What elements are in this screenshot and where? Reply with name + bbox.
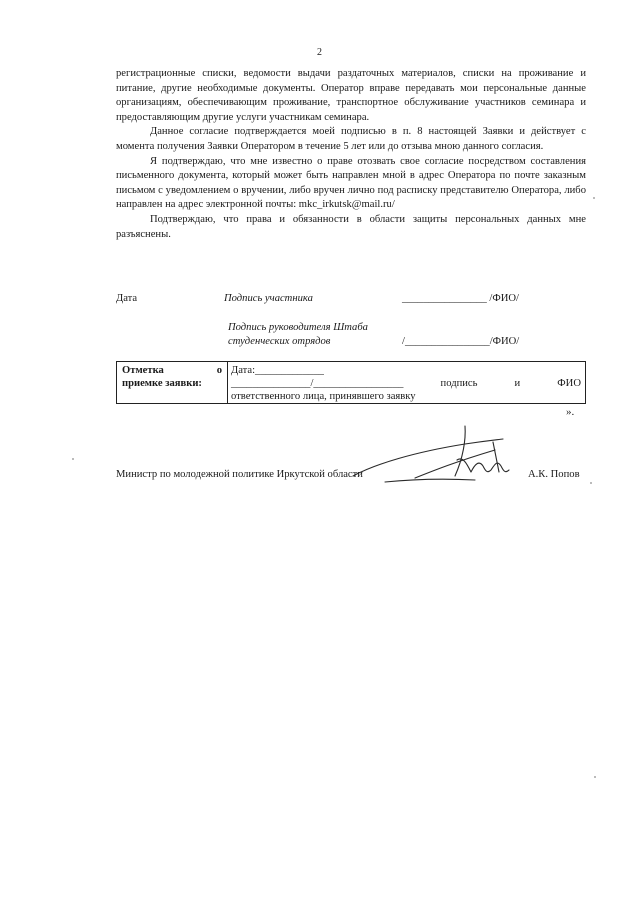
head-signature-label-line1: Подпись руководителя Штаба (228, 322, 368, 333)
head-signature-line: /________________/ФИО/ (402, 336, 520, 347)
paragraph-rights-explained: Подтверждаю, что права и обязанности в области защиты персональных данных мне разъяснены. (116, 213, 586, 240)
minister-name: А.К. Попов (528, 469, 580, 480)
minister-title: Министр по молодежной политике Иркутской области (116, 469, 363, 480)
acceptance-label-word1: Отметка (122, 365, 164, 376)
scan-speck (590, 482, 592, 484)
consent-text (116, 67, 586, 242)
page-number: 2 (317, 47, 322, 58)
handwritten-signature (345, 420, 525, 490)
acceptance-fields-cell (231, 364, 581, 403)
acceptance-fio-word: ФИО (557, 378, 581, 389)
paragraph-consent-validity: Данное согласие подтверждается моей подписью в п. 8 настоящей Заявки и действует с момента получения Заявки Оператором в течение 5 лет или до отзыва мною данного согласия. (116, 126, 586, 152)
paragraph-continuation: регистрационные списки, ведомости выдачи раздаточных материалов, списки на проживание и питание, другие необходимые документы. Оператор вправе передавать мои персональные данные организациям, обеспечивающим проживание, транспортное обслуживание участников семинара и предоставляющим другие услуги участникам семинара. (116, 68, 586, 123)
acceptance-label-cell (117, 362, 228, 403)
scan-speck (72, 458, 74, 460)
acceptance-and-word: и (514, 378, 521, 389)
scan-speck (594, 776, 596, 778)
acceptance-responsible-line: ответственного лица, принявшего заявку (231, 391, 416, 402)
acceptance-date-line: Дата:_____________ (231, 365, 324, 376)
participant-signature-label: Подпись участника (224, 293, 313, 304)
acceptance-signature-word: подпись (440, 378, 478, 389)
closing-quote: ». (566, 406, 575, 418)
acceptance-mark-table (116, 361, 586, 404)
acceptance-label-line2: приемке заявки: (122, 378, 202, 389)
acceptance-signature-row (231, 377, 581, 390)
scan-speck (593, 197, 595, 199)
date-label: Дата (116, 293, 138, 304)
acceptance-signature-blank: _______________/_________________ (231, 378, 404, 389)
participant-signature-line: ________________ /ФИО/ (402, 293, 519, 304)
acceptance-label-word2: о (216, 365, 222, 376)
paragraph-revocation-right: Я подтверждаю, что мне известно о праве отозвать свое согласие посредством составления письменного документа, который может быть направлен мной в адрес Оператора по почте заказным письмом с уведомлением о вручении, либо вручен лично под расписку представителю Оператора, либо направлен на адрес электронной почты: mkc_irkutsk@mail.ru/ (116, 155, 586, 211)
head-signature-label-line2: студенческих отрядов (228, 336, 331, 347)
